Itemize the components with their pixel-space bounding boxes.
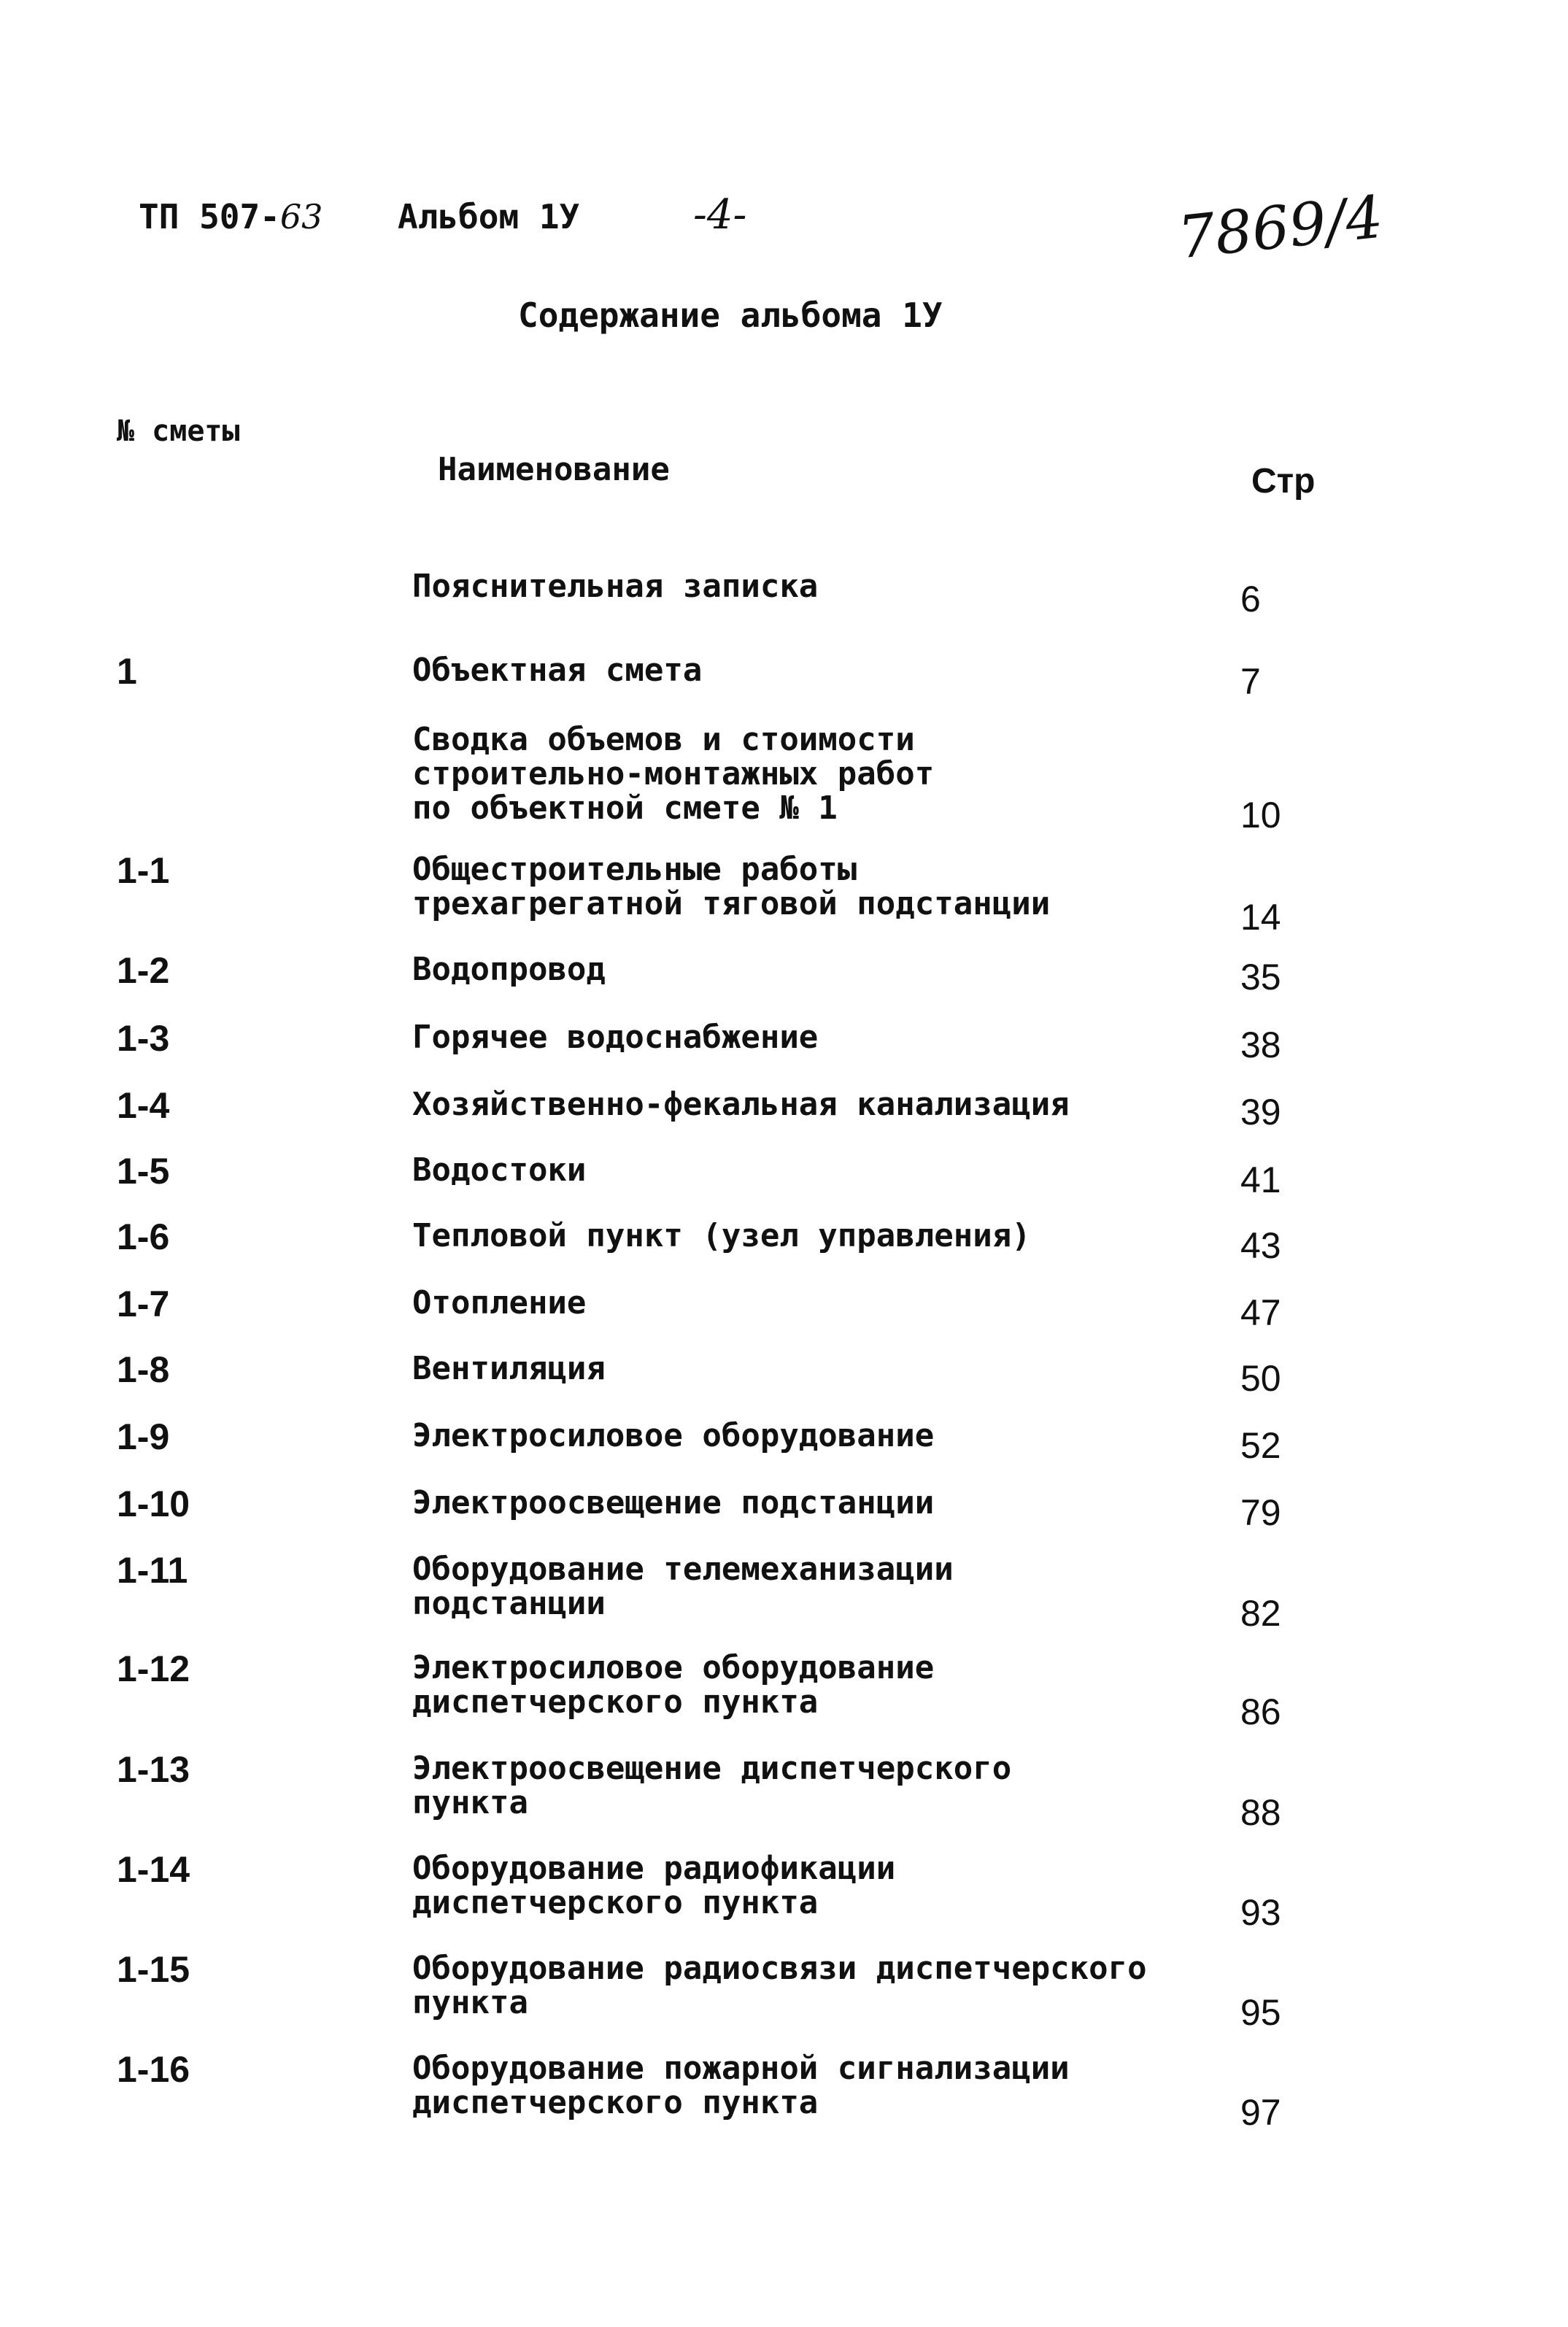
row-number: 1-8 — [117, 1349, 170, 1390]
row-number: 1-11 — [117, 1550, 188, 1591]
row-title: Объектная смета — [412, 652, 703, 689]
archive-number: 7869/4 — [1175, 182, 1386, 272]
row-title: Хозяйственно-фекальная канализация — [412, 1086, 1070, 1123]
row-title: Оборудование радиосвязи диспетчерского пункта — [412, 1950, 1147, 2021]
row-title: Электроосвещение подстанции — [412, 1484, 935, 1521]
row-title: Электросиловое оборудование — [412, 1417, 935, 1454]
row-page-number: 39 — [1240, 1092, 1281, 1132]
row-title: Тепловой пункт (узел управления) — [412, 1217, 1031, 1254]
row-number: 1-15 — [117, 1949, 190, 1990]
project-code-handwritten: 63 — [279, 197, 323, 236]
row-title: Вентиляция — [412, 1350, 606, 1387]
row-title: Оборудование телемеханизации подстанции — [412, 1551, 954, 1622]
row-page-number: 50 — [1240, 1358, 1281, 1399]
row-page-number: 41 — [1240, 1159, 1281, 1200]
row-title: Электросиловое оборудование диспетчерского пункта — [412, 1649, 935, 1721]
column-header-page: Стр — [1251, 462, 1316, 501]
row-title: Сводка объемов и стоимости строительно-монтажных работ по объектной смете № 1 — [412, 721, 935, 827]
row-page-number: 10 — [1240, 795, 1281, 836]
row-number: 1-5 — [117, 1151, 170, 1192]
album-label: Альбом 1У — [398, 197, 580, 236]
row-number: 1-16 — [117, 2049, 190, 2090]
row-page-number: 35 — [1240, 957, 1281, 997]
row-number: 1-13 — [117, 1749, 190, 1790]
row-page-number: 82 — [1240, 1593, 1281, 1634]
row-page-number: 88 — [1240, 1792, 1281, 1833]
row-title: Оборудование пожарной сигнализации диспетчерского пункта — [412, 2050, 1070, 2121]
row-number: 1-6 — [117, 1216, 170, 1257]
row-title: Водостоки — [412, 1151, 587, 1189]
row-number: 1-2 — [117, 950, 170, 991]
row-title: Общестроительные работы трехагрегатной тяговой подстанции — [412, 851, 1051, 922]
row-number: 1-9 — [117, 1416, 170, 1457]
row-page-number: 38 — [1240, 1024, 1281, 1065]
row-number: 1-4 — [117, 1085, 170, 1126]
row-title: Горячее водоснабжение — [412, 1019, 819, 1056]
row-page-number: 97 — [1240, 2092, 1281, 2133]
row-page-number: 43 — [1240, 1225, 1281, 1266]
column-header-name: Наименование — [438, 451, 670, 488]
column-header-number: № сметы — [117, 414, 240, 448]
row-number: 1 — [117, 651, 137, 692]
page-title: Содержание альбома 1У — [518, 296, 943, 335]
row-page-number: 52 — [1240, 1425, 1281, 1466]
document-code — [139, 197, 323, 236]
row-page-number: 86 — [1240, 1691, 1281, 1732]
row-page-number: 95 — [1240, 1992, 1281, 2033]
row-page-number: 47 — [1240, 1292, 1281, 1333]
row-title: Оборудование радиофикации диспетчерского пункта — [412, 1850, 896, 1921]
row-title: Пояснительная записка — [412, 568, 819, 605]
row-number: 1-14 — [117, 1849, 190, 1890]
row-number: 1-7 — [117, 1284, 170, 1324]
project-code: ТП 507- — [139, 197, 280, 236]
row-title: Электроосвещение диспетчерского пункта — [412, 1750, 1012, 1821]
row-page-number: 7 — [1240, 661, 1261, 702]
row-page-number: 14 — [1240, 897, 1281, 938]
row-number: 1-3 — [117, 1018, 170, 1059]
row-page-number: 93 — [1240, 1892, 1281, 1933]
row-number: 1-1 — [117, 850, 170, 891]
row-page-number: 6 — [1240, 579, 1261, 620]
row-number: 1-10 — [117, 1483, 190, 1524]
row-title: Отопление — [412, 1284, 587, 1321]
row-page-number: 79 — [1240, 1492, 1281, 1533]
row-number: 1-12 — [117, 1648, 190, 1689]
row-title: Водопровод — [412, 951, 606, 988]
page-number: -4- — [693, 191, 747, 239]
